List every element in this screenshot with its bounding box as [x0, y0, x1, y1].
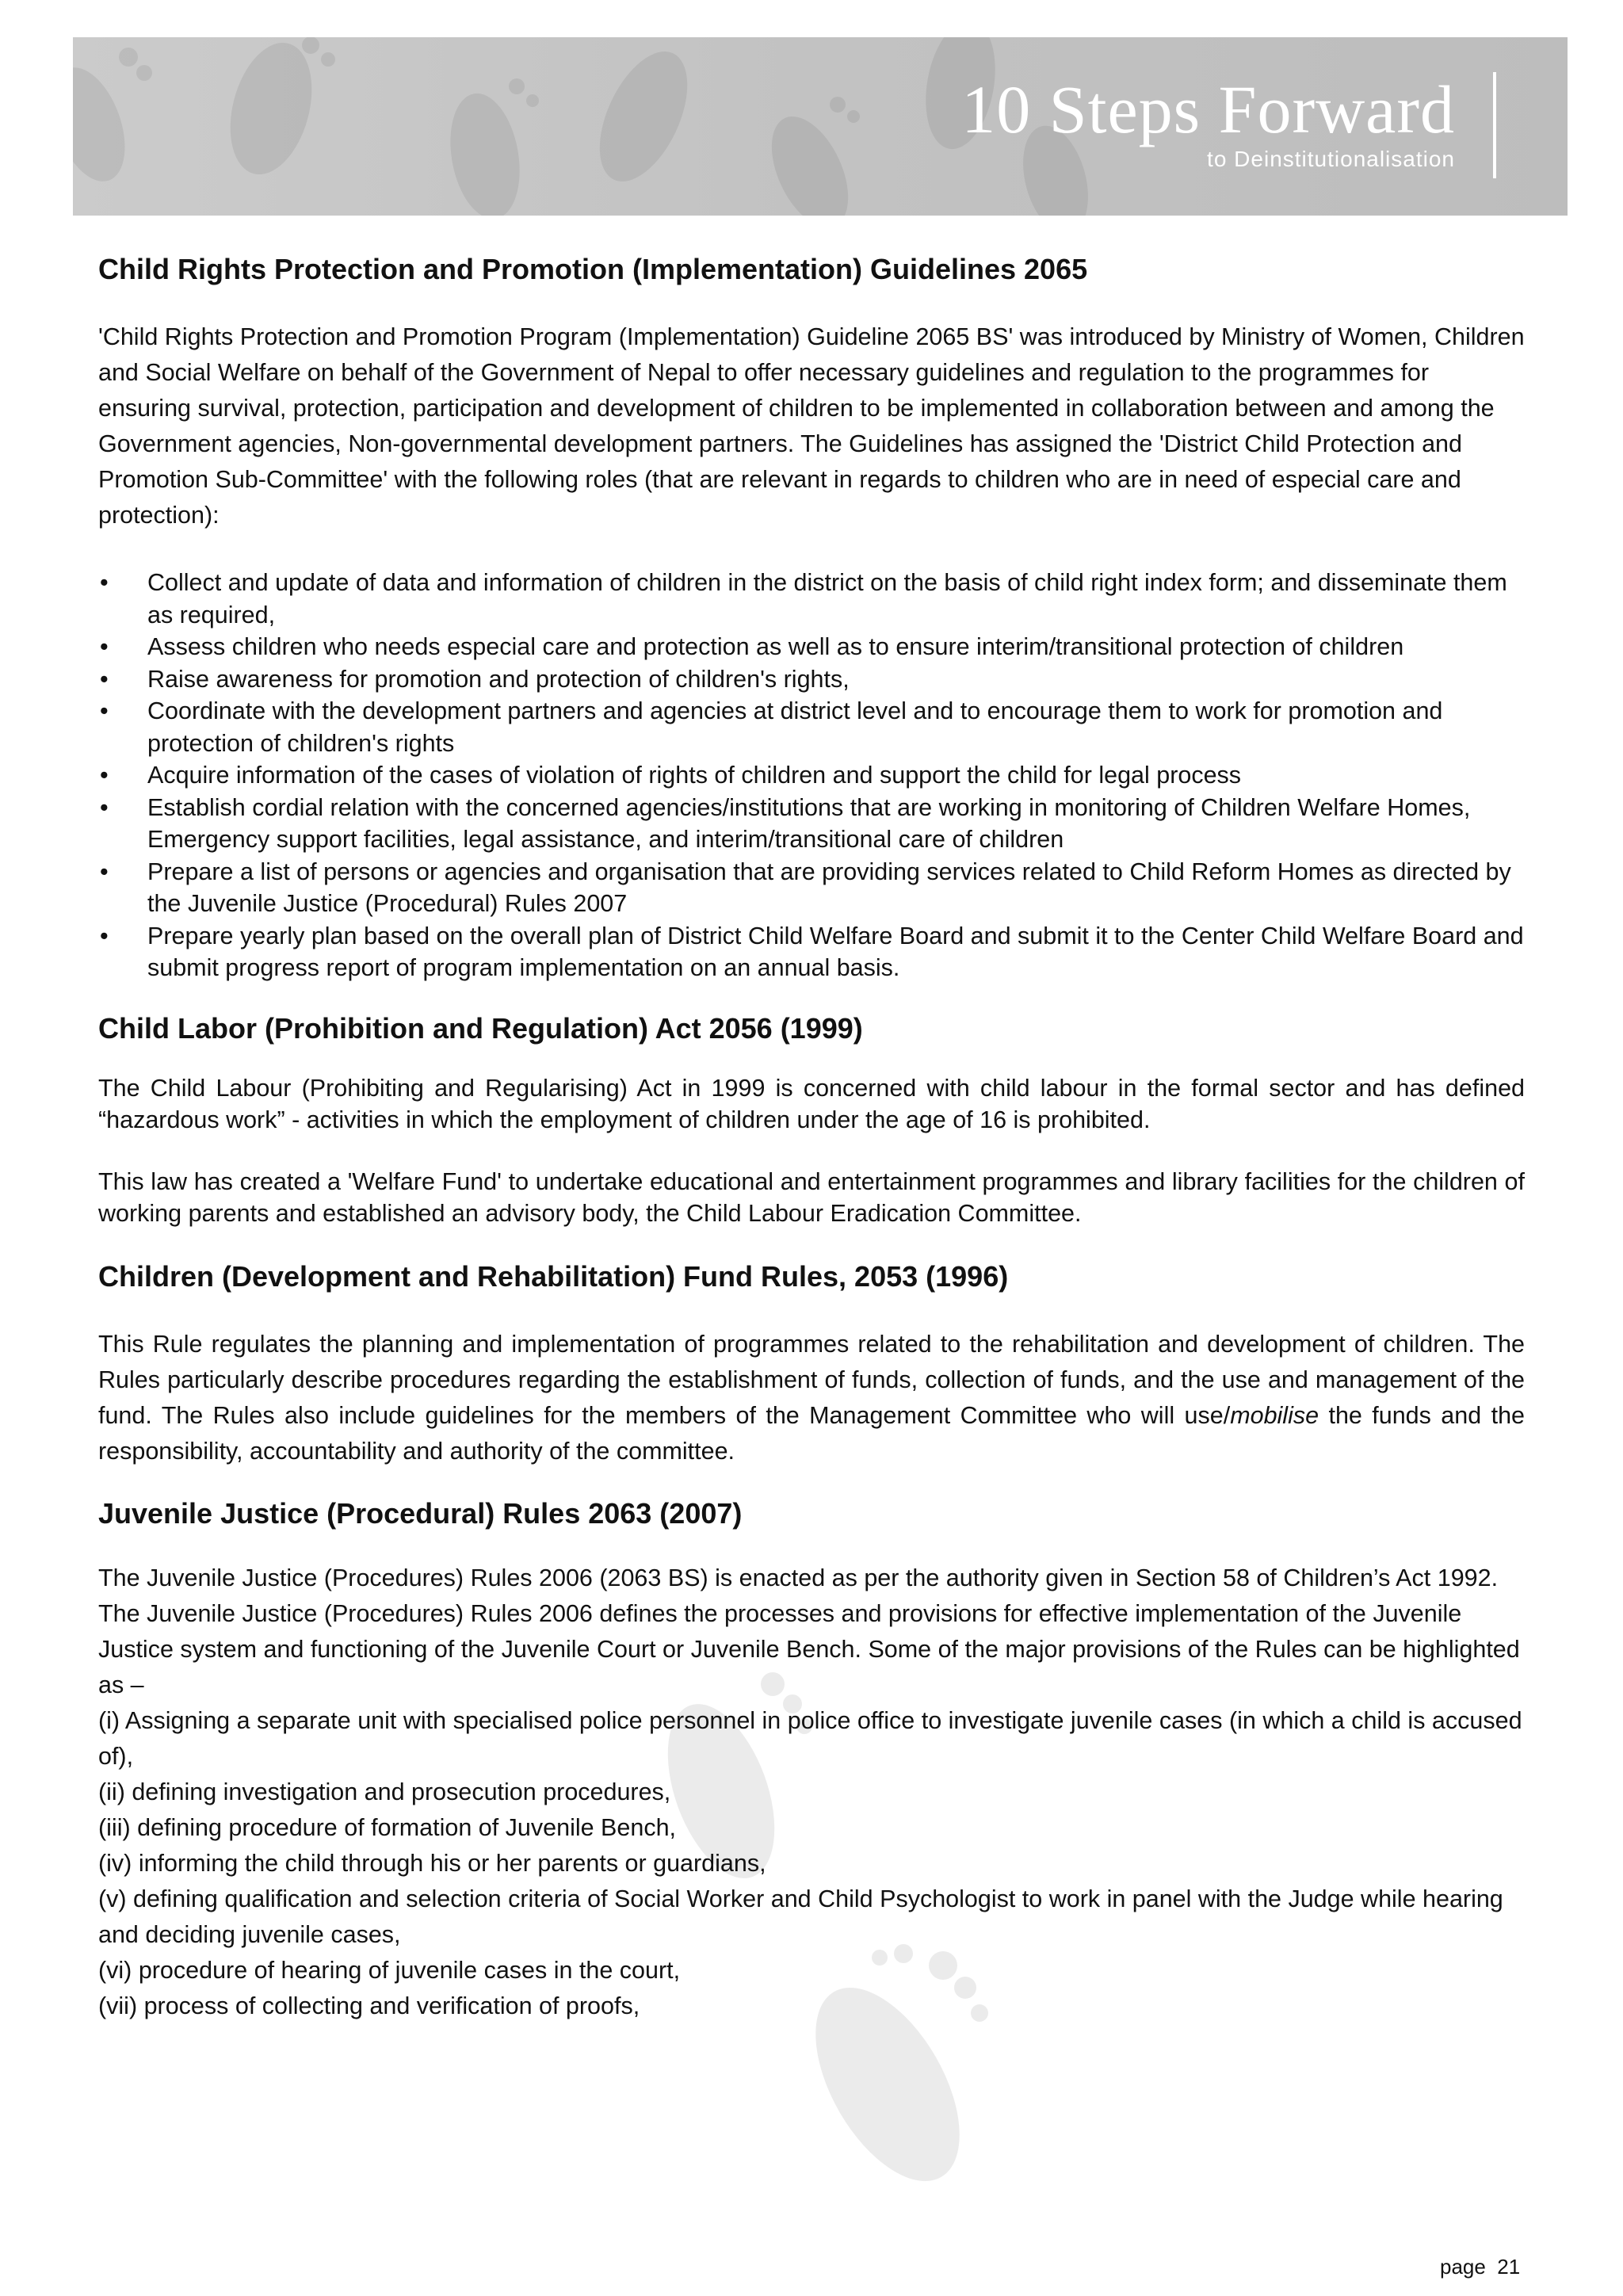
bullet-icon: •	[100, 665, 109, 693]
list-item: (v) defining qualification and selection criteria of Social Worker and Child Psychologist to work in panel with the Judge while hearing and deciding juvenile cases,	[98, 1885, 1503, 1949]
list-item: (vi) procedure of hearing of juvenile cases in the court,	[98, 1957, 681, 1985]
juvenile-justice-provisions	[98, 1703, 1525, 2024]
section-heading-fund-rules: Children (Development and Rehabilitation) Fund Rules, 2053 (1996)	[98, 1259, 1009, 1293]
list-item: • Prepare yearly plan based on the overall plan of District Child Welfare Board and submit it to the Center Child Welfare Board and submit progress report of program implementation on an annual basis.	[98, 920, 1525, 984]
document-body	[98, 252, 1525, 2024]
bullet-icon: •	[100, 858, 109, 885]
juvenile-justice-intro: The Juvenile Justice (Procedures) Rules 2006 (2063 BS) is enacted as per the authority given in Section 58 of Children’s Act 1992. The Juvenile Justice (Procedures) Rules 2006 defines the processes and provisions for effective implementation of the Juvenile Justice system and functioning of the Juvenile Court or Juvenile Bench. Some of the major provisions of the Rules can be highlighted as –	[98, 1564, 1520, 1699]
bullet-icon: •	[100, 569, 109, 597]
bullet-icon: •	[100, 697, 109, 725]
list-item: • Prepare a list of persons or agencies and organisation that are providing services related to Child Reform Homes as directed by the Juvenile Justice (Procedural) Rules 2007	[98, 856, 1525, 920]
section-heading-juvenile-justice: Juvenile Justice (Procedural) Rules 2063 (2007)	[98, 1497, 743, 1530]
list-item: • Establish cordial relation with the concerned agencies/institutions that are working in monitoring of Children Welfare Homes, Emergency support facilities, legal assistance, and interim/transitional care of children	[98, 792, 1525, 856]
bullet-icon: •	[100, 633, 109, 661]
bullet-icon: •	[100, 922, 109, 949]
list-item: (iv) informing the child through his or her parents or guardians,	[98, 1850, 766, 1878]
fund-rules-paragraph: This Rule regulates the planning and implementation of programmes related to the rehabilitation and development of children. The Rules particularly describe procedures regarding the establishment of funds, collection of funds, and the use and management of the fund. The Rules also include guidelines for the members of the Management Committee who will use/mobilise the funds and the responsibility, accountability and authority of the committee.	[98, 1331, 1525, 1465]
list-item: (iii) defining procedure of formation of Juvenile Bench,	[98, 1814, 677, 1842]
list-item: • Collect and update of data and information of children in the district on the basis of child right index form; and disseminate them as required,	[98, 567, 1525, 631]
bullet-icon: •	[100, 793, 109, 821]
list-item: (ii) defining investigation and prosecution procedures,	[98, 1778, 671, 1806]
page-number: page 21	[1440, 2255, 1521, 2279]
child-labor-paragraph-2: This law has created a 'Welfare Fund' to undertake educational and entertainment programmes and library facilities for the children of working parents and established an advisory body, the Child Labour Eradication Committee.	[98, 1167, 1525, 1227]
guidelines-roles-list	[98, 567, 1525, 984]
section-heading-guidelines: Child Rights Protection and Promotion (Implementation) Guidelines 2065	[98, 253, 1088, 285]
list-item: (i) Assigning a separate unit with specialised police personnel in police office to investigate juvenile cases (in which a child is accused of),	[98, 1707, 1522, 1771]
header-banner	[73, 37, 1568, 216]
banner-subtitle: to Deinstitutionalisation	[1207, 147, 1455, 171]
section-heading-child-labor: Child Labor (Prohibition and Regulation) Act 2056 (1999)	[98, 1011, 863, 1045]
bullet-icon: •	[100, 762, 109, 789]
list-item: • Raise awareness for promotion and protection of children's rights,	[98, 663, 1525, 696]
banner-divider	[1493, 72, 1496, 178]
list-item: • Acquire information of the cases of violation of rights of children and support the child for legal process	[98, 759, 1525, 792]
list-item: • Assess children who needs especial care and protection as well as to ensure interim/transitional protection of children	[98, 631, 1525, 663]
guidelines-intro-paragraph: 'Child Rights Protection and Promotion Program (Implementation) Guideline 2065 BS' was introduced by Ministry of Women, Children and Social Welfare on behalf of the Government of Nepal to offer necessary guidelines and regulation to the programmes for ensuring survival, protection, participation and development of children to be implemented in collaboration between and among the Government agencies, Non-governmental development partners. The Guidelines has assigned the 'District Child Protection and Promotion Sub-Committee' with the following roles (that are relevant in regards to children who are in need of especial care and protection):	[98, 323, 1525, 529]
list-item: (vii) process of collecting and verification of proofs,	[98, 1992, 640, 2020]
banner-title: 10 Steps Forward	[961, 71, 1455, 147]
child-labor-paragraph-1: The Child Labour (Prohibiting and Regularising) Act in 1999 is concerned with child labour in the formal sector and has defined “hazardous work” - activities in which the employment of children under the age of 16 is prohibited.	[98, 1074, 1525, 1133]
list-item: • Coordinate with the development partners and agencies at district level and to encourage them to work for promotion and protection of children's rights	[98, 695, 1525, 759]
